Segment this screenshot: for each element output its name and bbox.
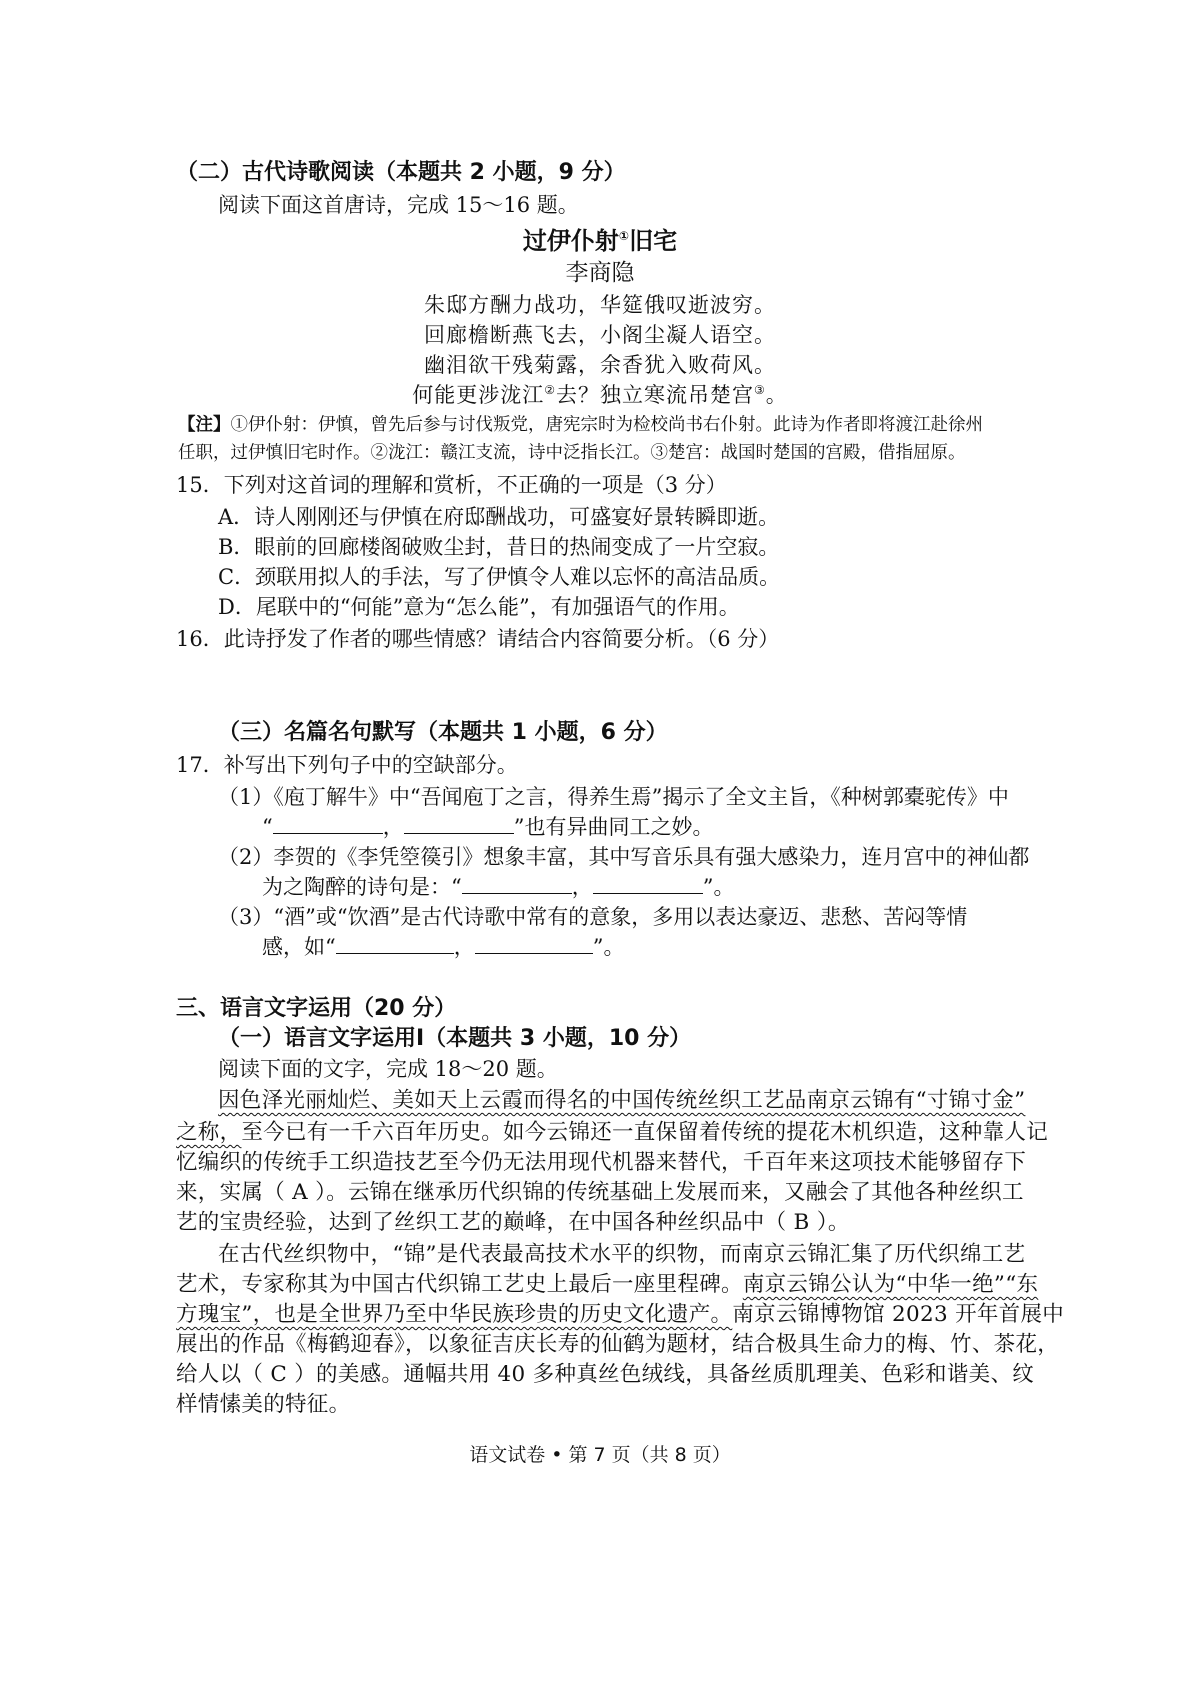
section-heading-recitation: （三）名篇名句默写（本题共 1 小题，6 分） — [218, 720, 668, 745]
page-footer: 语文试卷 • 第 7 页（共 8 页） — [469, 1444, 731, 1466]
section-heading-poetry: （二）古代诗歌阅读（本题共 2 小题，9 分） — [176, 160, 626, 185]
poem-note-line-2: 任职，过伊慎旧宅时作。②泷江：赣江支流，诗中泛指长江。③楚宫：战国时楚国的宫殿，借指屈原。 — [178, 443, 966, 463]
passage-line-7: 艺术，专家称其为中国古代织锦工艺史上最后一座里程碑。南京云锦公认为“中华一绝”“东 — [176, 1272, 1039, 1297]
question-17-part-3-line-1: （3）“酒”或“饮酒”是古代诗歌中常有的意象，多用以表达豪迈、悲愁、苦闷等情 — [218, 905, 968, 929]
question-17-part-1-line-1: （1）《庖丁解牛》中“吾闻庖丁之言，得养生焉”揭示了全文主旨，《种树郭橐驼传》中 — [218, 785, 1009, 809]
part-3-sub-heading: （一）语言文字运用Ⅰ（本题共 3 小题，10 分） — [218, 1026, 692, 1051]
question-17-part-2-line-2: 为之陶醉的诗句是：“ ， ”。 — [262, 875, 735, 899]
passage-instruction: 阅读下面的文字，完成 18～20 题。 — [218, 1057, 558, 1081]
poem-line-4: 何能更涉泷江②去？独立寒流吊楚宫③。 — [412, 383, 788, 407]
question-17-stem: 17．补写出下列句子中的空缺部分。 — [176, 753, 518, 777]
question-15-option-d: D．尾联中的“何能”意为“怎么能”，有加强语气的作用。 — [218, 595, 740, 619]
question-16-stem: 16．此诗抒发了作者的哪些情感？请结合内容简要分析。（6 分） — [176, 627, 780, 651]
passage-line-9: 展出的作品《梅鹤迎春》，以象征吉庆长寿的仙鹤为题材，结合极具生命力的梅、竹、茶花， — [176, 1332, 1060, 1357]
answer-blank[interactable] — [273, 815, 383, 834]
passage-line-6: 在古代丝织物中，“锦”是代表最高技术水平的织物，而南京云锦汇集了历代织绵工艺 — [218, 1242, 1026, 1267]
answer-blank[interactable] — [593, 875, 703, 894]
passage-line-10: 给人以（ C ）的美感。通幅共用 40 多种真丝色绒线，具备丝质肌理美、色彩和谐美、纹 — [176, 1362, 1035, 1387]
question-15-option-c: C．颈联用拟人的手法，写了伊慎令人难以忘怀的高洁品质。 — [218, 565, 781, 589]
passage-line-11: 样情愫美的特征。 — [176, 1392, 351, 1417]
poetry-instruction: 阅读下面这首唐诗，完成 15～16 题。 — [218, 193, 579, 217]
question-17-part-2-line-1: （2）李贺的《李凭箜篌引》想象丰富，其中写音乐具有强大感染力，连月宫中的神仙都 — [218, 845, 1030, 869]
question-15-option-b: B．眼前的回廊楼阁破败尘封，昔日的热闹变成了一片空寂。 — [218, 535, 780, 559]
part-3-heading: 三、语言文字运用（20 分） — [176, 996, 457, 1021]
answer-blank[interactable] — [475, 935, 593, 954]
passage-line-3: 忆编织的传统手工织造技艺至今仍无法用现代机器来替代，千百年来这项技术能够留存下 — [176, 1150, 1027, 1175]
poem-line-2: 回廊檐断燕飞去，小阁尘凝人语空。 — [424, 323, 776, 347]
passage-line-4: 来，实属（ A ）。云锦在继承历代织锦的传统基础上发展而来，又融会了其他各种丝织工 — [176, 1180, 1024, 1205]
poem-author: 李商隐 — [565, 260, 635, 286]
poem-line-1: 朱邸方酬力战功，华筵俄叹逝波穷。 — [424, 293, 776, 317]
passage-line-1: 因色泽光丽灿烂、美如天上云霞而得名的中国传统丝织工艺品南京云锦有“寸锦寸金” — [218, 1088, 1026, 1113]
passage-line-5: 艺的宝贵经验，达到了丝织工艺的巅峰，在中国各种丝织品中（ B ）。 — [176, 1210, 850, 1235]
poem-line-3: 幽泪欲干残菊露，余香犹入败荷风。 — [424, 353, 776, 377]
poem-title: 过伊仆射①旧宅 — [522, 227, 678, 255]
answer-blank[interactable] — [462, 875, 572, 894]
passage-line-8: 方瑰宝”，也是全世界乃至中华民族珍贵的历史文化遗产。南京云锦博物馆 2023 开年首展中 — [176, 1302, 1065, 1327]
question-17-part-1-line-2: “ ， ”也有异曲同工之妙。 — [262, 815, 714, 839]
answer-blank[interactable] — [336, 935, 454, 954]
passage-line-2: 之称，至今已有一千六百年历史。如今云锦还一直保留着传统的提花木机织造，这种靠人记 — [176, 1120, 1049, 1145]
poem-note-line-1: 【注】①伊仆射：伊慎，曾先后参与讨伐叛党，唐宪宗时为检校尚书右仆射。此诗为作者即将渡江赴徐州 — [178, 415, 983, 435]
answer-blank[interactable] — [404, 815, 514, 834]
question-17-part-3-line-2: 感，如“ ， ”。 — [262, 935, 625, 959]
question-15-stem: 15．下列对这首词的理解和赏析，不正确的一项是（3 分） — [176, 473, 727, 497]
question-15-option-a: A．诗人刚刚还与伊慎在府邸酬战功，可盛宴好景转瞬即逝。 — [218, 505, 780, 529]
